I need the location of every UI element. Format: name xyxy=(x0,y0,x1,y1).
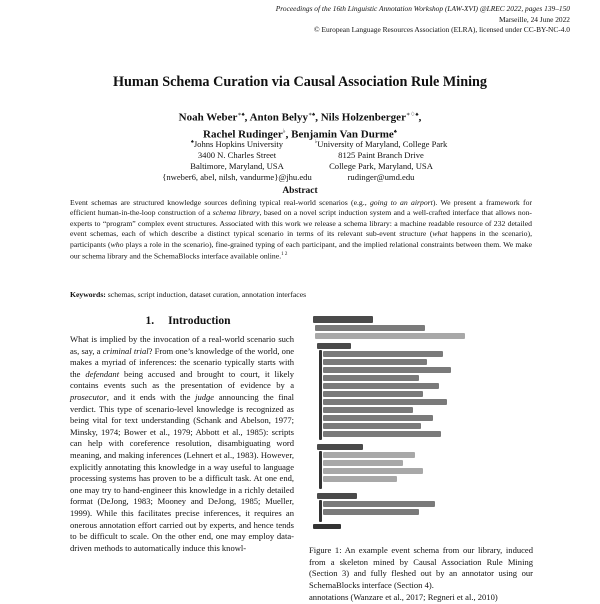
step-block xyxy=(323,423,421,429)
constraints-rail xyxy=(319,500,322,522)
participant-block xyxy=(323,452,415,458)
author-sep: , xyxy=(244,111,250,124)
author-mark: ♭ xyxy=(282,128,286,135)
constraint-block xyxy=(323,501,435,507)
abstract-span: ). We present a framework for efficient human-in-the-loop construction of a xyxy=(70,198,533,218)
section-heading xyxy=(76,315,300,327)
step-block xyxy=(323,383,439,389)
constraint-block xyxy=(323,509,419,515)
proceedings-header xyxy=(276,4,570,36)
intro-span: ? From one’s knowledge of the world, one makes a myriad of inferences: the scenario typically starts with the xyxy=(70,345,295,379)
abstract-span: Event schemas are structured knowledge sources defining typical real-world scenarios (e.g., xyxy=(70,198,367,207)
participants-header-block xyxy=(317,444,363,450)
step-block xyxy=(323,407,413,413)
affiliation-city: College Park, Maryland, USA xyxy=(329,160,433,171)
abstract-span: happens in the scenario), participants ( xyxy=(70,229,532,249)
affiliation-umd xyxy=(306,137,456,183)
intro-span: announcing the final verdict. This type of scenario-level knowledge is recognized as being vital for text understanding (Schank and Abelson, 1977; Minsky, 1974; Bower et al., 1979; Abbott et al., 1985): scripts can help with coreference resolution, disambiguating word meaning, and making inferences (Lehnert et al., 1983). However, explicitly annotating this knowledge in a way useful to language processing systems has proven to be a difficult task. At one end, one may try to hand-engineer this knowledge in a richly detailed format (DeJong, 1983; Mooney and DeJong, 1985; Mueller, 1999). While this facilitates precise inferences, it requires an onerous annotation effort carried out by experts, and hence tends to be difficult to scale. On the other end, one may employ data-driven methods to automatically induce this knowl- xyxy=(70,391,294,553)
venue-date: Marseille, 24 June 2022 xyxy=(498,14,570,24)
step-block xyxy=(323,359,427,365)
paper-title: Human Schema Curation via Causal Association Rule Mining xyxy=(112,74,488,90)
step-block xyxy=(323,399,447,405)
abstract-italic: schema library xyxy=(212,208,260,218)
affiliation-street: 8125 Paint Branch Drive xyxy=(338,149,424,160)
participants-rail xyxy=(319,451,322,489)
intro-italic: judge xyxy=(195,391,215,402)
license-line: © European Language Resources Association (ELRA), licensed under CC-BY-NC-4.0 xyxy=(313,25,570,34)
author-sep: , xyxy=(285,128,292,141)
abstract-italic: who xyxy=(110,239,124,249)
keywords-label: Keywords: xyxy=(70,290,106,299)
author-sep: , xyxy=(418,111,422,124)
participant-block xyxy=(323,468,423,474)
figure-schema-blocks xyxy=(311,314,531,532)
author-name: Noah Weber xyxy=(178,111,238,124)
affiliation-name: Johns Hopkins University xyxy=(193,138,284,149)
column2-text: annotations (Wanzare et al., 2017; Regneri et al., 2010) xyxy=(309,592,498,602)
author-mark: ∗♠ xyxy=(237,112,245,118)
author-name: Nils Holzenberger xyxy=(320,111,406,124)
intro-italic: defendant xyxy=(85,368,120,379)
schema-name-block xyxy=(315,325,425,331)
affiliation-city: Baltimore, Maryland, USA xyxy=(190,160,284,171)
author-name: Rachel Rudinger xyxy=(203,128,283,141)
abstract-italic: what xyxy=(432,229,448,239)
proceedings-line: Proceedings of the 16th Linguistic Annotation Workshop (LAW-XVI) @LREC 2022, pages 139–150 xyxy=(275,4,570,13)
section-title: Introduction xyxy=(168,315,231,327)
intro-span: , and it ends with the xyxy=(106,391,196,402)
steps-header-block xyxy=(317,343,351,349)
constraints-header-block xyxy=(317,493,357,499)
intro-italic: prosecutor xyxy=(70,391,107,402)
step-block xyxy=(323,391,423,397)
participant-block xyxy=(323,476,397,482)
affiliation-mark: ♭ xyxy=(314,139,318,145)
affiliation-mark: ♠ xyxy=(190,139,194,145)
author-line-1 xyxy=(0,108,600,125)
schema-footer-block xyxy=(313,524,341,529)
abstract-italic: going to an airport xyxy=(369,198,433,207)
step-block xyxy=(323,367,451,373)
intro-paragraph xyxy=(70,334,294,554)
figure-caption: Figure 1: An example event schema from our library, induced from a skeleton mined by Causal Association Rule Mining (Section 3) and fully fleshed out by an annotator using our SchemaBlocks interface (Section 4). xyxy=(309,545,533,590)
author-name: Benjamin Van Durme xyxy=(291,128,394,141)
intro-span: being accused and brought to court, it likely contains events such as the presentation of evidence by a xyxy=(70,368,294,391)
schema-desc-block xyxy=(315,333,465,339)
author-name: Anton Belyy xyxy=(249,111,308,124)
step-block xyxy=(323,351,443,357)
affiliation-email: {nweber6, abel, nilsh, vandurme}@jhu.edu xyxy=(162,171,312,182)
step-block xyxy=(323,375,419,381)
keywords-text: schemas, script induction, dataset curation, annotation interfaces xyxy=(105,290,307,299)
author-mark: ♠ xyxy=(393,128,397,135)
footnote-marks: 1 2 xyxy=(281,252,288,258)
affiliation-street: 3400 N. Charles Street xyxy=(197,149,277,160)
participant-block xyxy=(323,460,403,466)
abstract-span: plays a role in the scenario), fine-grained typing of each participant, and the implied relational constraints between them. We make our schema library and the SchemaBlocks interface available online. xyxy=(70,239,532,261)
intro-span: What is implied by the invocation of a real-world scenario such as, say, a xyxy=(70,334,294,356)
schema-header-block xyxy=(313,316,373,323)
author-sep: , xyxy=(315,111,321,124)
affiliation-email: rudinger@umd.edu xyxy=(347,171,415,182)
abstract-text xyxy=(70,198,532,262)
affiliation-jhu xyxy=(162,137,312,183)
keywords xyxy=(70,290,532,299)
author-mark: ∗♠ xyxy=(307,112,316,118)
step-block xyxy=(323,431,441,437)
abstract-heading: Abstract xyxy=(282,186,318,196)
affiliation-name: University of Maryland, College Park xyxy=(317,138,448,149)
step-block xyxy=(323,415,433,421)
abstract-span: , based on a novel script induction system and a well-crafted interface that allows non-experts to “program” complex event structures. Associated with this work we release a schema library: a machine readable resource of 232 detailed event schemas, each of which describe a distinct typical scenario in terms of its relevant sub-event structure ( xyxy=(70,208,532,239)
section-number: 1. xyxy=(145,315,155,327)
intro-italic: criminal trial xyxy=(102,345,149,356)
steps-rail xyxy=(319,350,322,440)
author-mark: ∗♢♠ xyxy=(405,112,419,118)
